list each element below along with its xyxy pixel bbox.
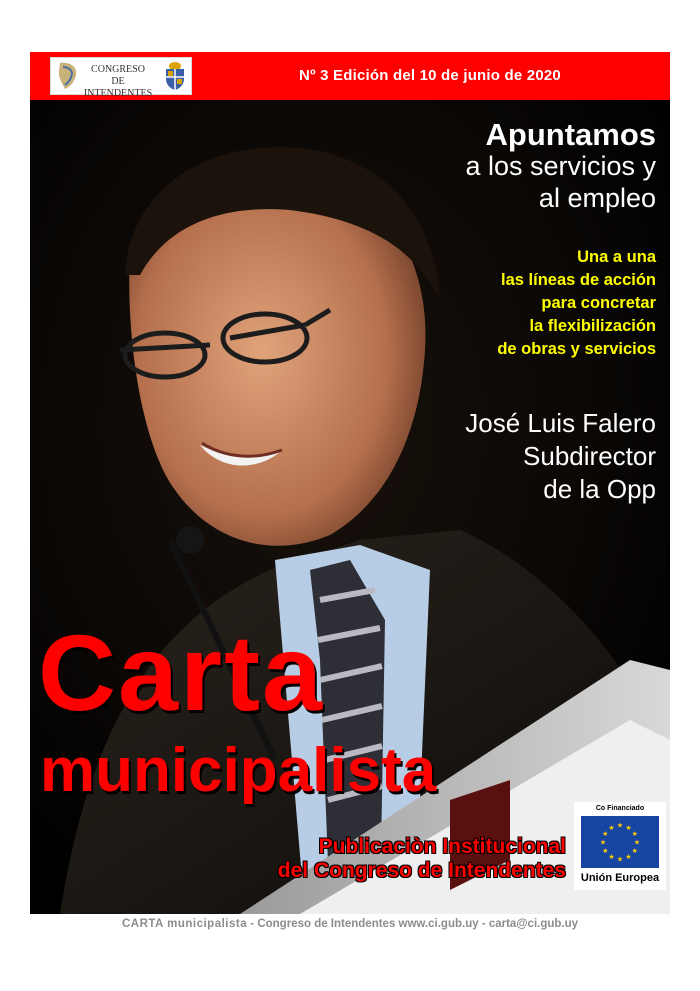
tagline-line-1: Publicaciòn Institucional: [318, 835, 566, 858]
eu-star: ★: [633, 839, 641, 847]
masthead-title: Carta: [38, 612, 325, 733]
eu-star: ★: [602, 848, 609, 855]
logo-line-2: DE INTENDENTES: [83, 76, 153, 99]
eu-star: ★: [616, 856, 624, 864]
eu-star: ★: [602, 831, 609, 838]
eu-star: ★: [608, 824, 615, 832]
eu-star: ★: [608, 854, 615, 862]
eu-star: ★: [631, 831, 638, 838]
person-role: Subdirector: [523, 441, 656, 471]
headline-line-3: al empleo: [538, 183, 656, 213]
person-credit: [356, 407, 656, 506]
eu-cofinance-badge: [574, 802, 666, 890]
eu-stars-icon: [581, 816, 659, 868]
map-emblem-icon: [56, 61, 78, 91]
eu-bottom-label: Unión Europea: [580, 872, 660, 884]
eu-flag-icon: [581, 816, 659, 868]
subhead: [356, 246, 656, 361]
eu-top-label: Co Financiado: [595, 805, 645, 812]
headline-line-2: a los servicios y: [465, 151, 656, 181]
footer-contact: - Congreso de Intendentes www.ci.gub.uy - carta@ci.gub.uy: [247, 918, 579, 930]
person-org: de la Opp: [543, 474, 656, 504]
congreso-logo: [50, 57, 192, 99]
eu-star: ★: [616, 822, 624, 830]
eu-star: ★: [625, 854, 632, 862]
coat-of-arms-icon: [163, 61, 187, 91]
footer: [0, 918, 700, 930]
masthead-subtitle: municipalista: [40, 736, 437, 805]
magazine-cover: [30, 52, 670, 914]
headline-main: Apuntamos: [485, 117, 656, 152]
subhead-line-3: para concretar: [541, 294, 656, 312]
subhead-line-4: la flexibilización: [529, 317, 656, 335]
eu-star: ★: [625, 824, 632, 832]
edition-date: Nº 3 Edición del 10 de junio de 2020: [299, 67, 561, 84]
footer-brand: CARTA municipalista: [121, 918, 248, 930]
header-bar: [30, 52, 670, 100]
tagline-line-2: del Congreso de Intendentes: [277, 859, 566, 882]
eu-star: ★: [631, 848, 638, 855]
logo-text: [79, 64, 157, 100]
subhead-line-2: las líneas de acción: [501, 271, 656, 289]
publication-tagline: [180, 835, 566, 883]
subhead-line-1: Una a una: [577, 248, 656, 266]
eu-star: ★: [599, 839, 607, 847]
headline-sub: [356, 150, 656, 214]
person-name: José Luis Falero: [465, 408, 656, 438]
subhead-line-5: de obras y servicios: [497, 340, 656, 358]
logo-line-1: CONGRESO: [91, 64, 145, 75]
